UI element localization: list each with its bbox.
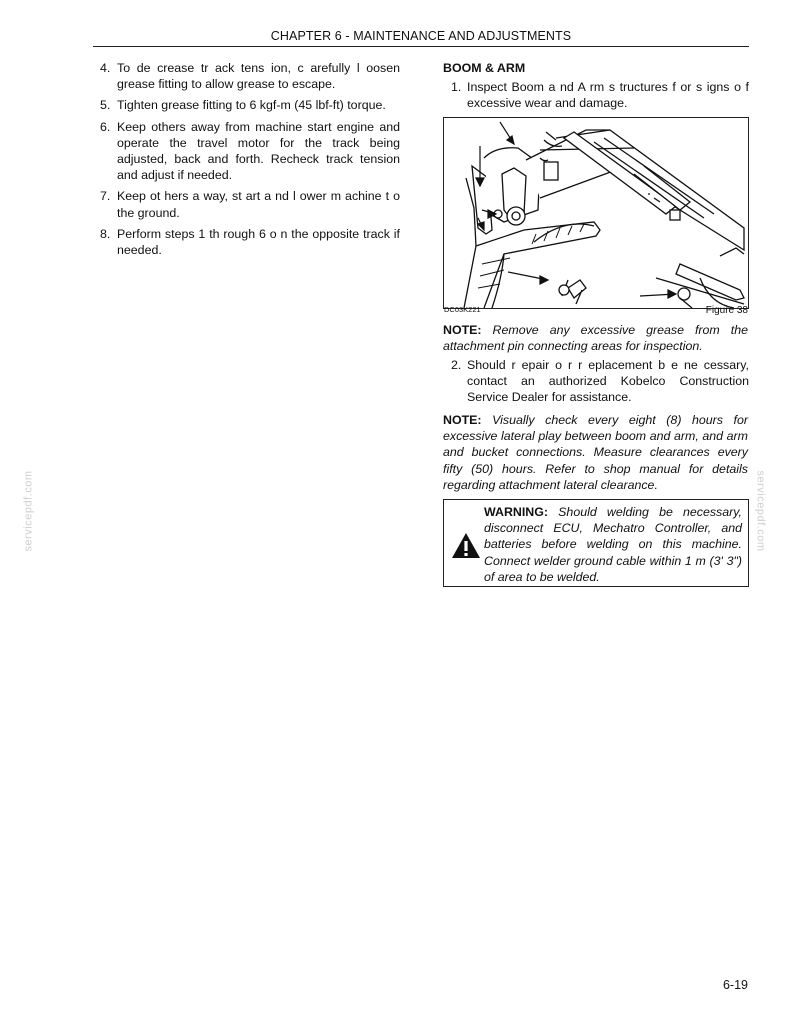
step-number: 2. xyxy=(451,358,462,372)
warning-label: WARNING: xyxy=(484,505,549,519)
step-text: Keep others away from machine start engine and operate the travel motor for the track being adjusted, back and forth. Recheck track tension and adjust if needed. xyxy=(117,119,400,183)
header-divider xyxy=(93,46,749,47)
welding-warning-box xyxy=(443,499,749,587)
step-7 xyxy=(100,188,400,220)
step-4 xyxy=(100,60,400,92)
step-text: Tighten grease fitting to 6 kgf-m (45 lbf-ft) torque. xyxy=(117,98,386,113)
figure-id: DC03K221 xyxy=(444,305,481,314)
left-column xyxy=(100,60,400,263)
step-text: Should r epair o r r eplacement b e ne cessary, contact an authorized Kobelco Construction Service Dealer for assistance. xyxy=(467,358,749,405)
step-row xyxy=(451,357,749,406)
page-number: 6-19 xyxy=(722,978,748,992)
step-text: Keep ot hers a way, st art a nd l ower m achine t o the ground. xyxy=(117,189,400,220)
step-number: 5. xyxy=(100,98,111,113)
step-6 xyxy=(100,119,400,184)
step-number: 1. xyxy=(451,80,462,95)
note-label: NOTE: xyxy=(443,323,482,337)
step-text: Perform steps 1 th rough 6 o n the opposite track if needed. xyxy=(117,226,400,258)
warning-body: Should welding be necessary, disconnect ECU, Mechatro Controller, and batteries before welding on this machine. Connect welder ground cable within 1 m (3' 3") of area to be welded. xyxy=(484,505,742,584)
note-remove-grease xyxy=(443,322,748,354)
boom-arm-step-1 xyxy=(451,79,749,111)
step-number: 4. xyxy=(100,61,111,75)
section-title-boom-arm: BOOM & ARM xyxy=(443,61,526,75)
boom-arm-step-2 xyxy=(443,357,749,406)
step-number: 7. xyxy=(100,189,111,204)
step-5 xyxy=(100,97,400,113)
step-number: 6. xyxy=(100,119,111,134)
watermark-left: servicepdf.com xyxy=(22,470,35,552)
right-column xyxy=(443,60,749,112)
step-text: Inspect Boom a nd A rm s tructures f or s igns o f excessive wear and damage. xyxy=(467,80,749,111)
chapter-header: CHAPTER 6 - MAINTENANCE AND ADJUSTMENTS xyxy=(270,29,572,43)
note-lateral-play xyxy=(443,412,748,493)
step-8 xyxy=(100,226,400,258)
note-text: Visually check every eight (8) hours for excessive lateral play between boom and arm, and arm and bucket connections. Measure clearances every fifty (50) hours. Refer to shop manual for details regarding attachment lateral clearance. xyxy=(443,413,748,492)
watermark-right: servicepdf.com xyxy=(754,470,767,552)
note-text: Remove any excessive grease from the attachment pin connecting areas for inspection. xyxy=(443,323,748,354)
figure-caption: Figure 38 xyxy=(705,305,748,316)
figure-38-illustration xyxy=(443,117,749,309)
note-label: NOTE: xyxy=(443,413,482,427)
step-number: 8. xyxy=(100,226,111,241)
boom-arm-drawing xyxy=(444,118,748,308)
warning-text xyxy=(484,504,742,585)
step-text: To de crease tr ack tens ion, c arefully l oosen grease fitting to allow grease to escape. xyxy=(117,61,400,92)
warning-triangle-icon xyxy=(451,532,481,559)
